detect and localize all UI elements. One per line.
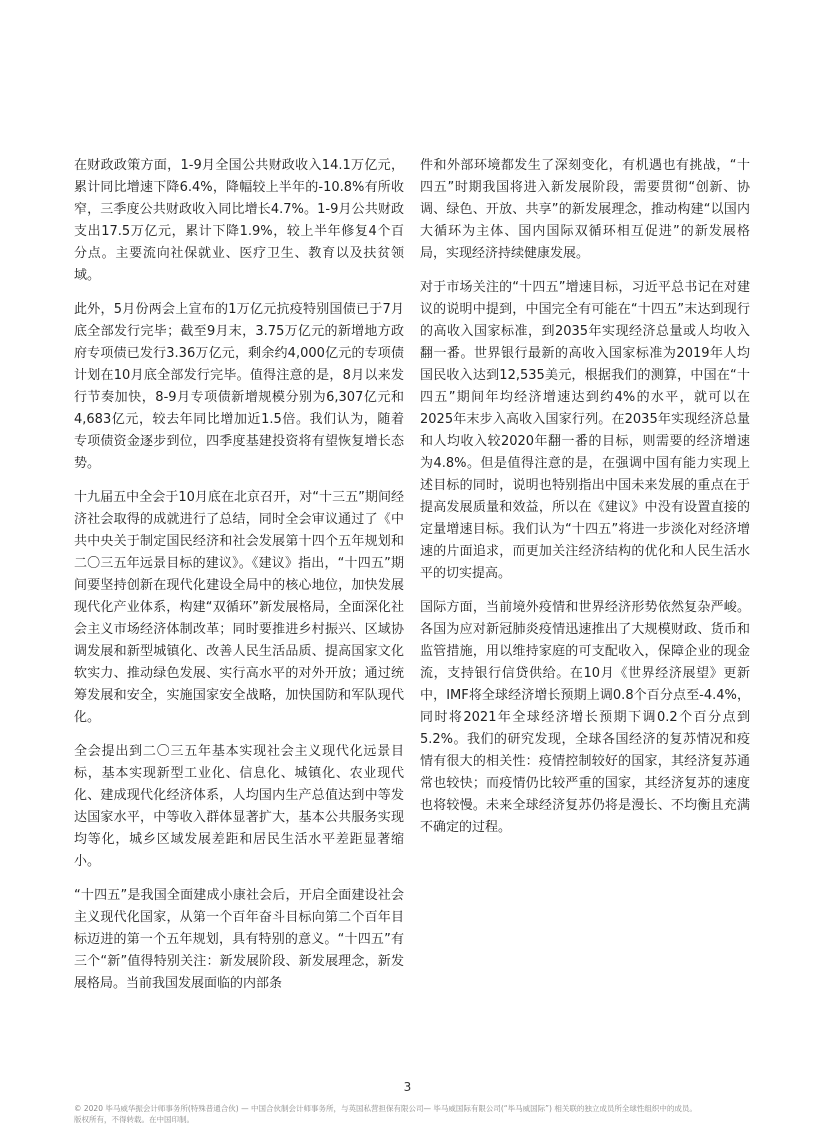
copyright-footer <box>74 1103 764 1125</box>
paragraph-growth-target: 对于市场关注的“十四五”增速目标，习近平总书记在对建议的说明中提到，中国完全有可能在“十四五”末达到现行的高收入国家标准，到2035年实现经济总量或人均收入翻一番。世界银行最新的高收入国家标准为2019年人均国民收入达到12,535美元，根据我们的测算，中国在“十四五”期间年均经济增速达到约4%的水平，就可以在2025年末步入高收入国家行列。在2035年实现经济总量和人均收入较2020年翻一番的目标，则需要的经济增速为4.8%。但是值得注意的是，在强调中国有能力实现上述目标的同时，说明也特别指出中国未来发展的重点在于提高发展质量和效益，所以在《建议》中没有设置直接的定量增速目标。我们认为“十四五”将进一步淡化对经济增速的片面追求，而更加关注经济结构的优化和人民生活水平的切实提高。 <box>420 280 750 581</box>
footer-line-2: 版权所有，不得转载。在中国印制。 <box>74 1115 194 1124</box>
paragraph-14th-five-year-plan: “十四五”是我国全面建成小康社会后，开启全面建设社会主义现代化国家，从第一个百年奋斗目标向第二个百年目标迈进的第一个五年规划，具有特别的意义。“十四五”有三个“新”值得特别关注：新发展阶段、新发展理念，新发展格局。当前我国发展面临的内部条 <box>74 888 404 991</box>
page-number: 3 <box>403 1080 412 1094</box>
paragraph-special-bonds: 此外，5月份两会上宣布的1万亿元抗疫特别国债已于7月底全部发行完毕；截至9月末，3.75万亿元的新增地方政府专项债已发行3.36万亿元，剩余约4,000亿元的专项债计划在10月底全部发行完毕。值得注意的是，8月以来发行节奏加快，8-9月专项债新增规模分别为6,307亿元和4,683亿元，较去年同比增加近1.5倍。我们认为，随着专项债资金逐步到位，四季度基建投资将有望恢复增长态势。 <box>74 302 404 471</box>
paragraph-new-development: 件和外部环境都发生了深刻变化，有机遇也有挑战，“十四五”时期我国将进入新发展阶段，需要贯彻“创新、协调、绿色、开放、共享”的新发展理念，推动构建“以国内大循环为主体、国内国际双循环相互促进”的新发展格局，实现经济持续健康发展。 <box>420 158 750 261</box>
left-column <box>74 155 404 1007</box>
right-column <box>420 155 750 851</box>
paragraph-international: 国际方面，当前境外疫情和世界经济形势依然复杂严峻。各国为应对新冠肺炎疫情迅速推出了大规模财政、货币和监管措施，用以维持家庭的可支配收入，保障企业的现金流，支持银行信贷供给。在10月《世界经济展望》更新中，IMF将全球经济增长预期上调0.8个百分点至-4.4%，同时将2021年全球经济增长预期下调0.2个百分点到5.2%。我们的研究发现，全球各国经济的复苏情况和疫情有很大的相关性：疫情控制较好的国家，其经济复苏通常也较快；而疫情仍比较严重的国家，其经济复苏的速度也将较慢。未来全球经济复苏仍将是漫长、不均衡且充满不确定的过程。 <box>420 600 750 835</box>
paragraph-2035-goals: 全会提出到二〇三五年基本实现社会主义现代化远景目标，基本实现新型工业化、信息化、城镇化、农业现代化、建成现代化经济体系，人均国内生产总值达到中等发达国家水平，中等收入群体显著扩大，基本公共服务实现均等化，城乡区域发展差距和居民生活水平差距显著缩小。 <box>74 744 404 869</box>
paragraph-fifth-plenum: 十九届五中全会于10月底在北京召开，对“十三五”期间经济社会取得的成就进行了总结，同时全会审议通过了《中共中央关于制定国民经济和社会发展第十四个五年规划和二〇三五年远景目标的建议》。《建议》指出，“十四五”期间要坚持创新在现代化建设全局中的核心地位，加快发展现代化产业体系，构建“双循环”新发展格局，全面深化社会主义市场经济体制改革；同时要推进乡村振兴、区域协调发展和新型城镇化、改善人民生活品质、提高国家文化软实力、推动绿色发展、实行高水平的对外开放；通过统筹发展和安全，实施国家安全战略，加快国防和军队现代化。 <box>74 490 404 725</box>
footer-line-1: © 2020 毕马威华振会计师事务所(特殊普通合伙) — 中国合伙制会计师事务所，与英国私营担保有限公司— 毕马威国际有限公司(“毕马威国际”) 相关联的独立成员所全球性组织中的成员。 <box>74 1104 697 1113</box>
paragraph-fiscal-policy: 在财政政策方面，1-9月全国公共财政收入14.1万亿元，累计同比增速下降6.4%，降幅较上半年的-10.8%有所收窄，三季度公共财政收入同比增长4.7%。1-9月公共财政支出17.5万亿元，累计下降1.9%，较上半年修复4个百分点。主要流向社保就业、医疗卫生、教育以及扶贫领域。 <box>74 158 404 283</box>
